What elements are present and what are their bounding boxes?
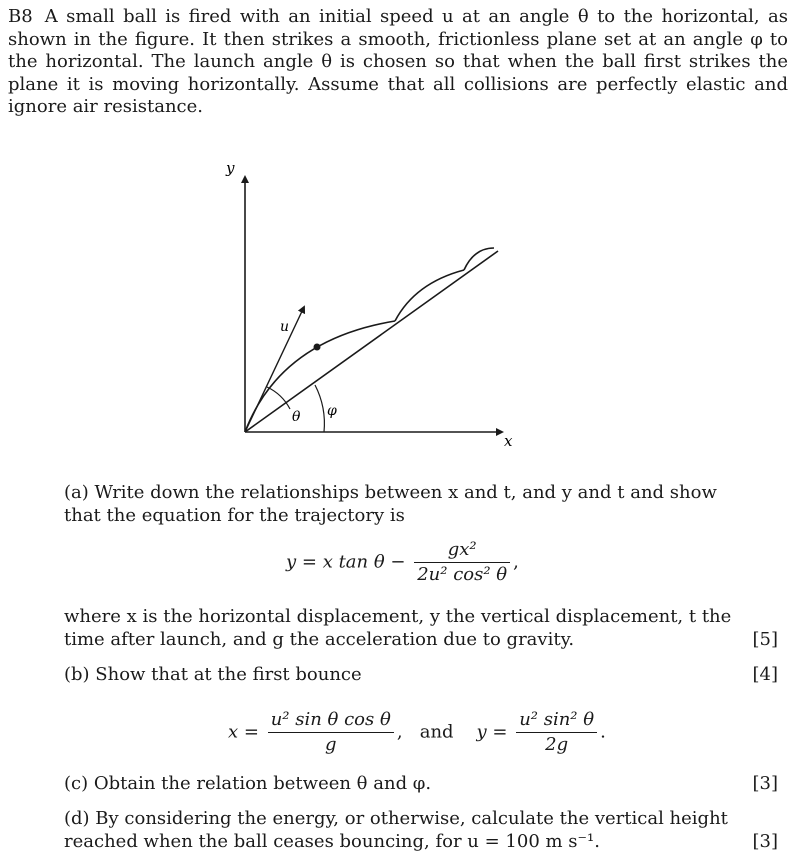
part-c-text: (c) Obtain the relation between θ and φ. [64,773,432,794]
bounce-y-fraction [516,708,597,757]
x-axis-label: x [504,432,513,450]
ball [314,344,321,351]
trajectory-equation [286,538,519,587]
part-b-marks: [4] [752,664,778,685]
trajectory-eq-numerator: gx² [414,538,510,563]
bounce-x-left: x = [228,721,259,743]
trajectory-bounce-3 [464,248,494,270]
part-d-marks: [3] [752,831,778,852]
bounce-x-denominator: g [325,734,337,755]
y-axis-label: y [226,159,235,177]
velocity-label: u [280,319,290,335]
part-a-text2: where x is the horizontal displacement, y the vertical displacement, t the time after launch, and g the acceleration due to gravity. [64,606,732,650]
bounce-y-denominator: 2g [545,734,569,755]
trajectory-eq-denominator: 2u² cos² θ [417,564,508,585]
projectile-diagram [220,155,520,455]
bounce-y-numerator: u² sin² θ [516,708,597,733]
theta-label: θ [292,409,301,425]
bounce-x-fraction [268,708,394,757]
projectile-figure [220,155,520,455]
inclined-plane [245,251,498,432]
part-a-text1: (a) Write down the relationships between x and t, and y and t and show that the equation for the trajectory is [64,482,717,526]
part-d-text: (d) By considering the energy, or otherwise, calculate the vertical height reached when the ball ceases bouncing, for u = 100 m s⁻¹. [64,808,728,852]
bounce-and: , and [396,721,471,743]
question-intro-text: A small ball is fired with an initial speed u at an angle θ to the horizontal, as shown in the figure. It then strikes a smooth, frictionless plane set at an angle φ to the horizontal. The launch angle θ is chosen so that when the ball first strikes the plane it is moving horizontally. Assume that all collisions are perfectly elastic and ignore air resistance. [8,6,788,117]
question-number: B8 [8,6,33,27]
part-a-marks: [5] [752,629,778,650]
bounce-equations [228,708,606,757]
trajectory-bounce-2 [395,270,464,321]
bounce-end: . [600,721,606,743]
question-intro [8,6,788,119]
trajectory-eq-fraction [414,538,510,587]
part-b-text: (b) Show that at the first bounce [64,664,362,685]
trajectory-eq-tail: , [513,551,519,573]
theta-arc [267,387,290,409]
phi-arc [315,385,324,432]
phi-label: φ [327,403,337,419]
bounce-y-left: y = [476,721,508,743]
part-c-marks: [3] [752,773,778,794]
trajectory-eq-left: y = x tan θ − [286,551,406,573]
bounce-x-numerator: u² sin θ cos θ [268,708,394,733]
